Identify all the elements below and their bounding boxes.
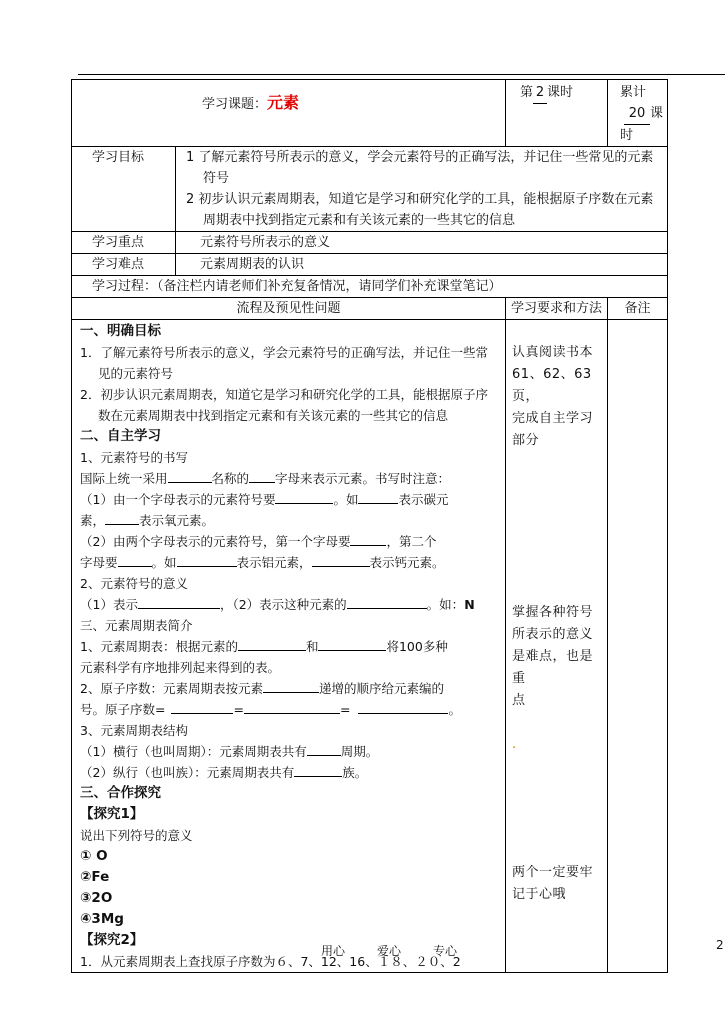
method-block-2: 掌握各种符号 所表示的意义 是难点，也是重 点 — [512, 605, 594, 708]
flow-content — [72, 320, 506, 973]
process-text: 学习过程：（备注栏内请老师们补充复备情况，请同学们补充课堂笔记） — [72, 276, 668, 298]
footer-word-1: 用心 — [321, 944, 346, 958]
goal-item-1: 1 了解元素符号所表示的意义，学会元素符号的正确写法，并记住一些常见的元素符号 — [186, 150, 654, 186]
note-column-header: 备注 — [608, 298, 668, 320]
q3-line-e: 3、元素周期表结构 — [80, 723, 188, 738]
decorative-dot: . — [512, 737, 517, 752]
explore-1-text: 说出下列符号的意义 — [80, 828, 193, 843]
explore-1-item-4: ④3Mg — [80, 911, 124, 927]
page-number: 2 — [716, 938, 724, 952]
difficulty-label: 学习难点 — [72, 254, 176, 276]
key-point-row — [72, 232, 668, 254]
section-4-title: 三、合作探究 — [80, 785, 161, 801]
explore-1-item-2: ②Fe — [80, 869, 110, 885]
footer-word-2: 爱心 — [377, 944, 402, 958]
section-2-title: 二、自主学习 — [80, 428, 161, 444]
section-1-title: 一、明确目标 — [80, 323, 161, 339]
q1-line-b: （1）由一个字母表示的元素符号要 。如 表示碳元 — [80, 492, 449, 507]
method-block-3: 两个一定要牢 记于心哦 — [512, 865, 594, 902]
process-row — [72, 276, 668, 298]
target-item-2: 2．初步认识元素周期表，知道它是学习和研究化学的工具，能根据原子序数在元素周期表中找到指定元素和有关该元素的一些其它的信息 — [80, 387, 488, 423]
total-suffix: 课时 — [620, 106, 664, 143]
total-cell — [608, 80, 668, 147]
flow-column-header: 流程及预见性问题 — [72, 298, 506, 320]
q3-line-a: 1、元素周期表：根据元素的 和 将100多种 — [80, 639, 448, 654]
column-header-row — [72, 298, 668, 320]
lesson-prefix: 第 — [520, 85, 534, 100]
difficulty-text: 元素周期表的认识 — [176, 254, 668, 276]
explore-1-item-1: ① O — [80, 848, 108, 864]
topic-label: 学习课题： — [202, 97, 268, 112]
q3-line-c: 2、原子序数：元素周期表按元素 递增的顺序给元素编的 — [80, 681, 444, 696]
difficulty-row — [72, 254, 668, 276]
topic-cell — [72, 80, 506, 147]
q1-title: 1、元素符号的书写 — [80, 450, 188, 465]
footer-word-3: 专心 — [433, 944, 458, 958]
goal-item-2: 2 初步认识元素周期表，知道它是学习和研究化学的工具，能根据原子序数在元素周期表中找到指定元素和有关该元素的一些其它的信息 — [186, 192, 654, 228]
topic-title: 元素 — [267, 93, 300, 112]
note-content — [608, 320, 668, 973]
total-number: 20 — [624, 103, 650, 125]
explore-1-title: 【探究1】 — [80, 806, 144, 822]
key-point-text: 元素符号所表示的意义 — [176, 232, 668, 254]
header-rule — [78, 74, 725, 75]
title-row — [72, 80, 668, 147]
key-point-label: 学习重点 — [72, 232, 176, 254]
q3-line-g: （2）纵行（也叫族）：元素周期表共有 族。 — [80, 765, 368, 780]
goals-row — [72, 147, 668, 232]
method-column-header: 学习要求和方法 — [506, 298, 608, 320]
q3-line-f: （1）横行（也叫周期）：元素周期表共有 周期。 — [80, 744, 379, 759]
q1-line-e: 字母要 。如 表示铝元素， 表示钙元素。 — [80, 555, 445, 570]
lesson-number: 2 — [533, 82, 547, 104]
q2-title: 2、元素符号的意义 — [80, 576, 188, 591]
lesson-suffix: 课时 — [547, 85, 574, 100]
q1-line-a: 国际上统一采用 名称的 字母来表示元素。书写时注意： — [80, 471, 451, 486]
content-row — [72, 320, 668, 973]
explore-2-text: 1．从元素周期表上查找原子序数为６、7、12、16、１８、２０、2 — [80, 954, 461, 969]
explore-2-title: 【探究2】 — [80, 932, 144, 948]
q1-line-d: （2）由两个字母表示的元素符号，第一个字母要 ，第二个 — [80, 534, 437, 549]
q2-line-a: （1）表示 ，（2）表示这种元素的 。如：N — [80, 597, 475, 612]
method-content — [506, 320, 608, 973]
target-item-1: 1．了解元素符号所表示的意义，学会元素符号的正确写法，并记住一些常见的元素符号 — [80, 345, 488, 381]
total-prefix: 累计 — [620, 85, 647, 100]
lesson-plan-table — [71, 79, 668, 973]
q3-line-d: 号。原子序数= = = 。 — [80, 702, 461, 717]
q1-line-c: 素， 表示氧元素。 — [80, 513, 215, 528]
method-block-1: 认真阅读书本 61、62、63页， 完成自主学习 部分 — [512, 345, 594, 448]
goals-content — [176, 147, 668, 232]
q3-line-b: 元素科学有序地排列起来得到的表。 — [80, 660, 281, 675]
lesson-no-cell — [506, 80, 608, 147]
goals-label: 学习目标 — [72, 147, 176, 232]
section-3-title: 三、元素周期表简介 — [80, 618, 193, 633]
explore-1-item-3: ③2O — [80, 890, 113, 906]
